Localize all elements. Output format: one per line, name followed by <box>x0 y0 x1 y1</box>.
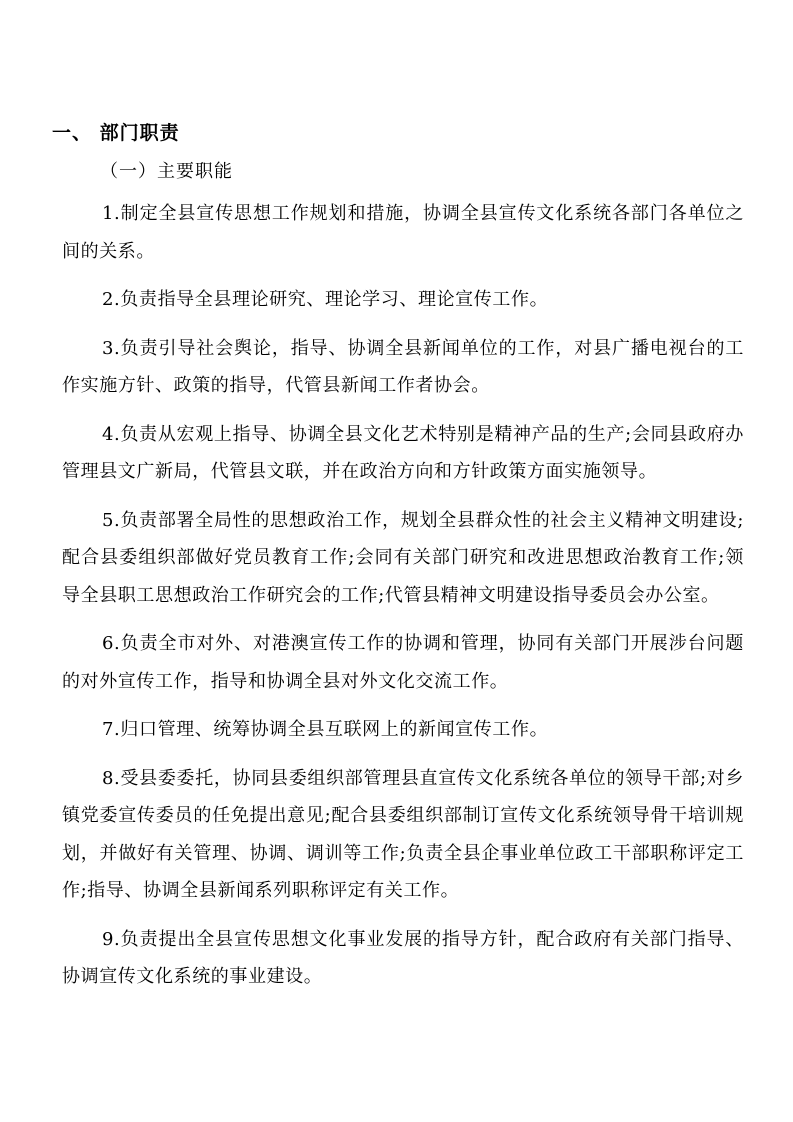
duty-item-2: 2.负责指导全县理论研究、理论学习、理论宣传工作。 <box>102 289 549 310</box>
subsection-heading: （一）主要职能 <box>100 161 233 182</box>
duty-item-4: 4.负责从宏观上指导、协调全县文化艺术特别是精神产品的生产;会同县政府办管理县文广新局，代管县文联，并在政治方向和方针政策方面实施领导。 <box>62 423 744 482</box>
duty-item-8: 8.受县委委托，协同县委组织部管理县直宣传文化系统各单位的领导干部;对乡镇党委宣传委员的任免提出意见;配合县委组织部制订宣传文化系统领导骨干培训规划，并做好有关管理、协调、调训等工作;负责全县企事业单位政工干部职称评定工作;指导、协调全县新闻系列职称评定有关工作。 <box>62 767 744 901</box>
duty-item-5: 5.负责部署全局性的思想政治工作，规划全县群众性的社会主义精神文明建设;配合县委组织部做好党员教育工作;会同有关部门研究和改进思想政治教育工作;领导全县职工思想政治工作研究会的工作;代管县精神文明建设指导委员会办公室。 <box>62 509 744 606</box>
duty-item-1: 1.制定全县宣传思想工作规划和措施，协调全县宣传文化系统各部门各单位之间的关系。 <box>62 203 744 262</box>
duties-list <box>62 195 744 1007</box>
duty-item-9: 9.负责提出全县宣传思想文化事业发展的指导方针，配合政府有关部门指导、协调宣传文化系统的事业建设。 <box>62 928 744 987</box>
duty-item-7: 7.归口管理、统筹协调全县互联网上的新闻宣传工作。 <box>102 719 549 740</box>
duty-item-3: 3.负责引导社会舆论，指导、协调全县新闻单位的工作，对县广播电视台的工作实施方针、政策的指导，代管县新闻工作者协会。 <box>62 337 744 396</box>
duty-item-6: 6.负责全市对外、对港澳宣传工作的协调和管理，协同有关部门开展涉台问题的对外宣传工作，指导和协调全县对外文化交流工作。 <box>62 633 744 692</box>
section-heading: 一、 部门职责 <box>52 122 180 144</box>
